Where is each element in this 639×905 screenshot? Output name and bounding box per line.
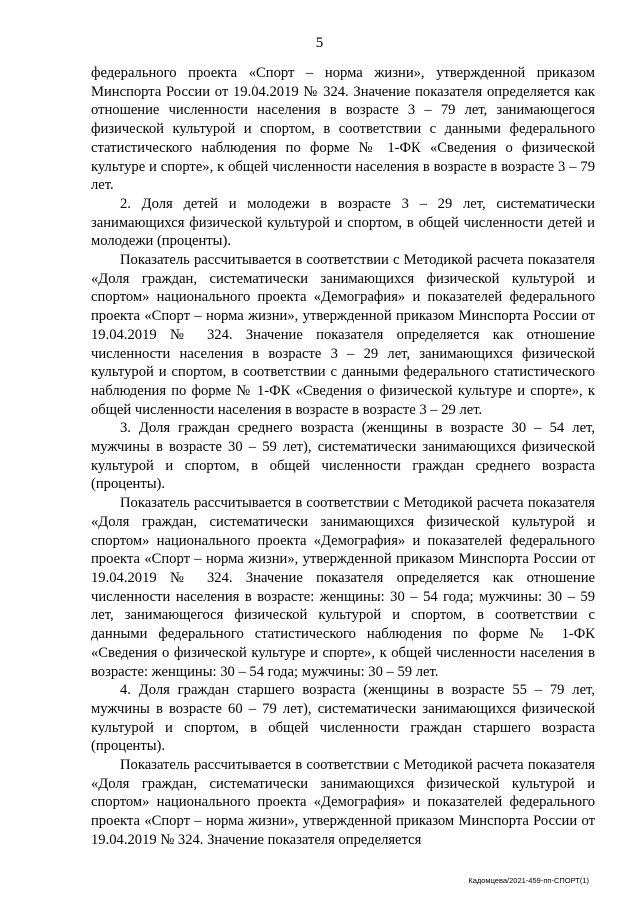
paragraph-method-3: Показатель рассчитывается в соответствии с Методикой расчета показателя «Доля граждан, систематически занимающихся физической культурой и спортом» национального проекта «Демография» и показателей федерального проекта «Спорт – норма жизни», утвержденной приказом Минспорта России от 19.04.2019 № 324. Значение показателя определяется как отношение численности населения в возрасте: женщины: 30 – 54 года; мужчины: 30 – 59 лет, занимающегося физической культурой и спортом, в соответствии с данными федерального статистического наблюдения по форме № 1-ФК «Сведения о физической культуре и спорте», к общей численности населения в возрасте: женщины: 30 – 54 года; мужчины: 30 – 59 лет.	[91, 495, 595, 680]
page-number: 5	[315, 35, 324, 51]
paragraph-item-3: 3. Доля граждан среднего возраста (женщины в возрасте 30 – 54 лет, мужчины в возрасте 30 – 59 лет), систематически занимающихся физической культурой и спортом, в общей численности граждан среднего возраста (проценты).	[91, 420, 595, 493]
paragraph-item-4: 4. Доля граждан старшего возраста (женщины в возрасте 55 – 79 лет, мужчины в возрасте 60 – 79 лет), систематически занимающихся физической культурой и спортом, в общей численности граждан старшего возраста (проценты).	[91, 682, 595, 755]
paragraph-method-4: Показатель рассчитывается в соответствии с Методикой расчета показателя «Доля граждан, систематически занимающихся физической культурой и спортом» национального проекта «Демография» и показателей федерального проекта «Спорт – норма жизни», утвержденной приказом Минспорта России от 19.04.2019 № 324. Значение показателя определяется	[91, 757, 595, 848]
paragraph-method-2: Показатель рассчитывается в соответствии с Методикой расчета показателя «Доля граждан, систематически занимающихся физической культурой и спортом» национального проекта «Демография» и показателей федерального проекта «Спорт – норма жизни», утвержденной приказом Минспорта России от 19.04.2019 № 324. Значение показателя определяется как отношение численности населения в возрасте 3 – 29 лет, занимающихся физической культурой и спортом, в соответствии с данными федерального статистического наблюдения по форме № 1-ФК «Сведения о физической культуре и спорте», к общей численности населения в возрасте в возрасте 3 – 29 лет.	[91, 252, 595, 418]
document-footer-code: Кадомцева/2021-459-пп-СПОРТ(1)	[468, 876, 589, 885]
paragraph-continuation: федерального проекта «Спорт – норма жизни», утвержденной приказом Минспорта России от 19.04.2019 № 324. Значение показателя определяется как отношение численности населения в возрасте 3 – 79 лет, занимающегося физической культурой и спортом, в соответствии с данными федерального статистического наблюдения по форме № 1-ФК «Сведения о физической культуре и спорте», к общей численности населения в возрасте в возрасте 3 – 79 лет.	[91, 65, 595, 194]
paragraph-item-2: 2. Доля детей и молодежи в возрасте 3 – 29 лет, систематически занимающихся физической культурой и спортом, в общей численности детей и молодежи (проценты).	[91, 195, 595, 250]
document-body	[91, 64, 595, 850]
